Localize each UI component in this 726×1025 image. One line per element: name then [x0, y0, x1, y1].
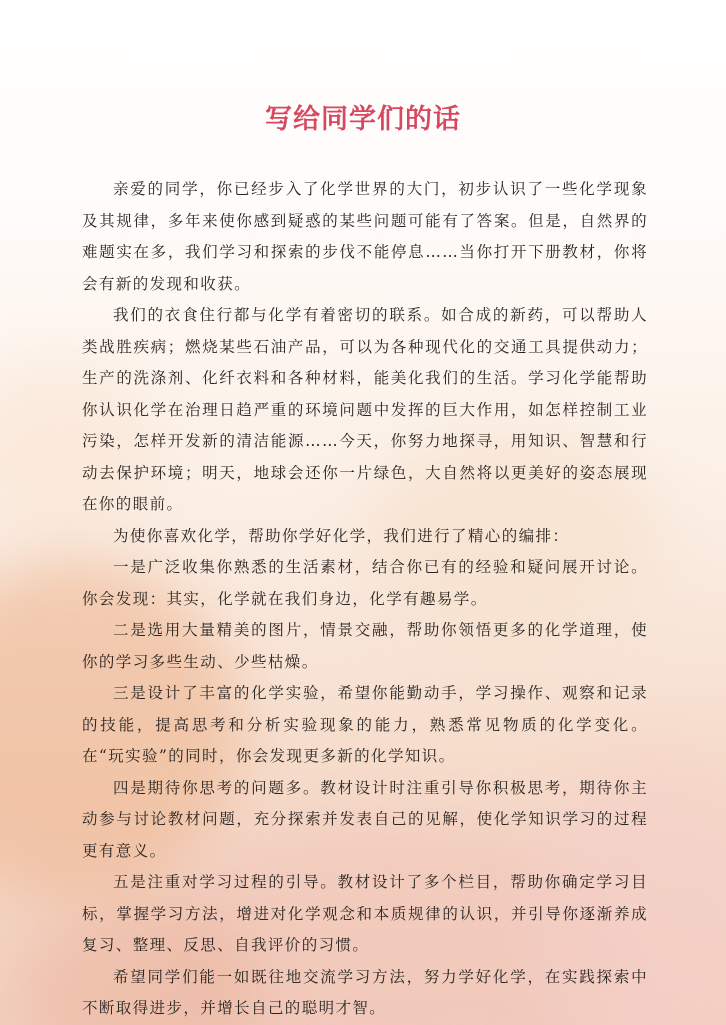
paragraph: 希望同学们能一如既往地交流学习方法，努力学好化学，在实践探索中不断取得进步，并增长自己的聪明才智。: [82, 967, 648, 1017]
paragraph: 一是广泛收集你熟悉的生活素材，结合你已有的经验和疑问展开讨论。你会发现：其实，化学就在我们身边，化学有趣易学。: [82, 558, 648, 608]
paragraph: 五是注重对学习过程的引导。教材设计了多个栏目，帮助你确定学习目标，掌握学习方法，增进对化学观念和本质规律的认识，并引导你逐渐养成复习、整理、反思、自我评价的习惯。: [82, 873, 648, 954]
paragraph: 四是期待你思考的问题多。教材设计时注重引导你积极思考，期待你主动参与讨论教材问题，充分探索并发表自己的见解，使化学知识学习的过程更有意义。: [82, 778, 648, 860]
body-text: [82, 174, 648, 1025]
page-title: 写给同学们的话: [265, 104, 461, 135]
paragraph: 亲爱的同学，你已经步入了化学世界的大门，初步认识了一些化学现象及其规律，多年来使你感到疑惑的某些问题可能有了答案。但是，自然界的难题实在多，我们学习和探索的步伐不能停息……当你打开下册教材，你将会有新的发现和收获。: [82, 180, 648, 293]
paragraph: 为使你喜欢化学，帮助你学好化学，我们进行了精心的编排：: [113, 526, 570, 545]
paragraph: 三是设计了丰富的化学实验，希望你能勤动手，学习操作、观察和记录的技能，提高思考和分析实验现象的能力，熟悉常见物质的化学变化。在“玩实验”的同时，你会发现更多新的化学知识。: [82, 684, 648, 765]
paragraph: 我们的衣食住行都与化学有着密切的联系。如合成的新药，可以帮助人类战胜疾病；燃烧某些石油产品，可以为各种现代化的交通工具提供动力；生产的洗涤剂、化纤衣料和各种材料，能美化我们的生活。学习化学能帮助你认识化学在治理日趋严重的环境问题中发挥的巨大作用，如怎样控制工业污染，怎样开发新的清洁能源……今天，你努力地探寻，用知识、智慧和行动去保护环境；明天，地球会还你一片绿色，大自然将以更美好的姿态展现在你的眼前。: [82, 306, 648, 513]
paragraph: 二是选用大量精美的图片，情景交融，帮助你领悟更多的化学道理，使你的学习多些生动、少些枯燥。: [82, 621, 648, 671]
